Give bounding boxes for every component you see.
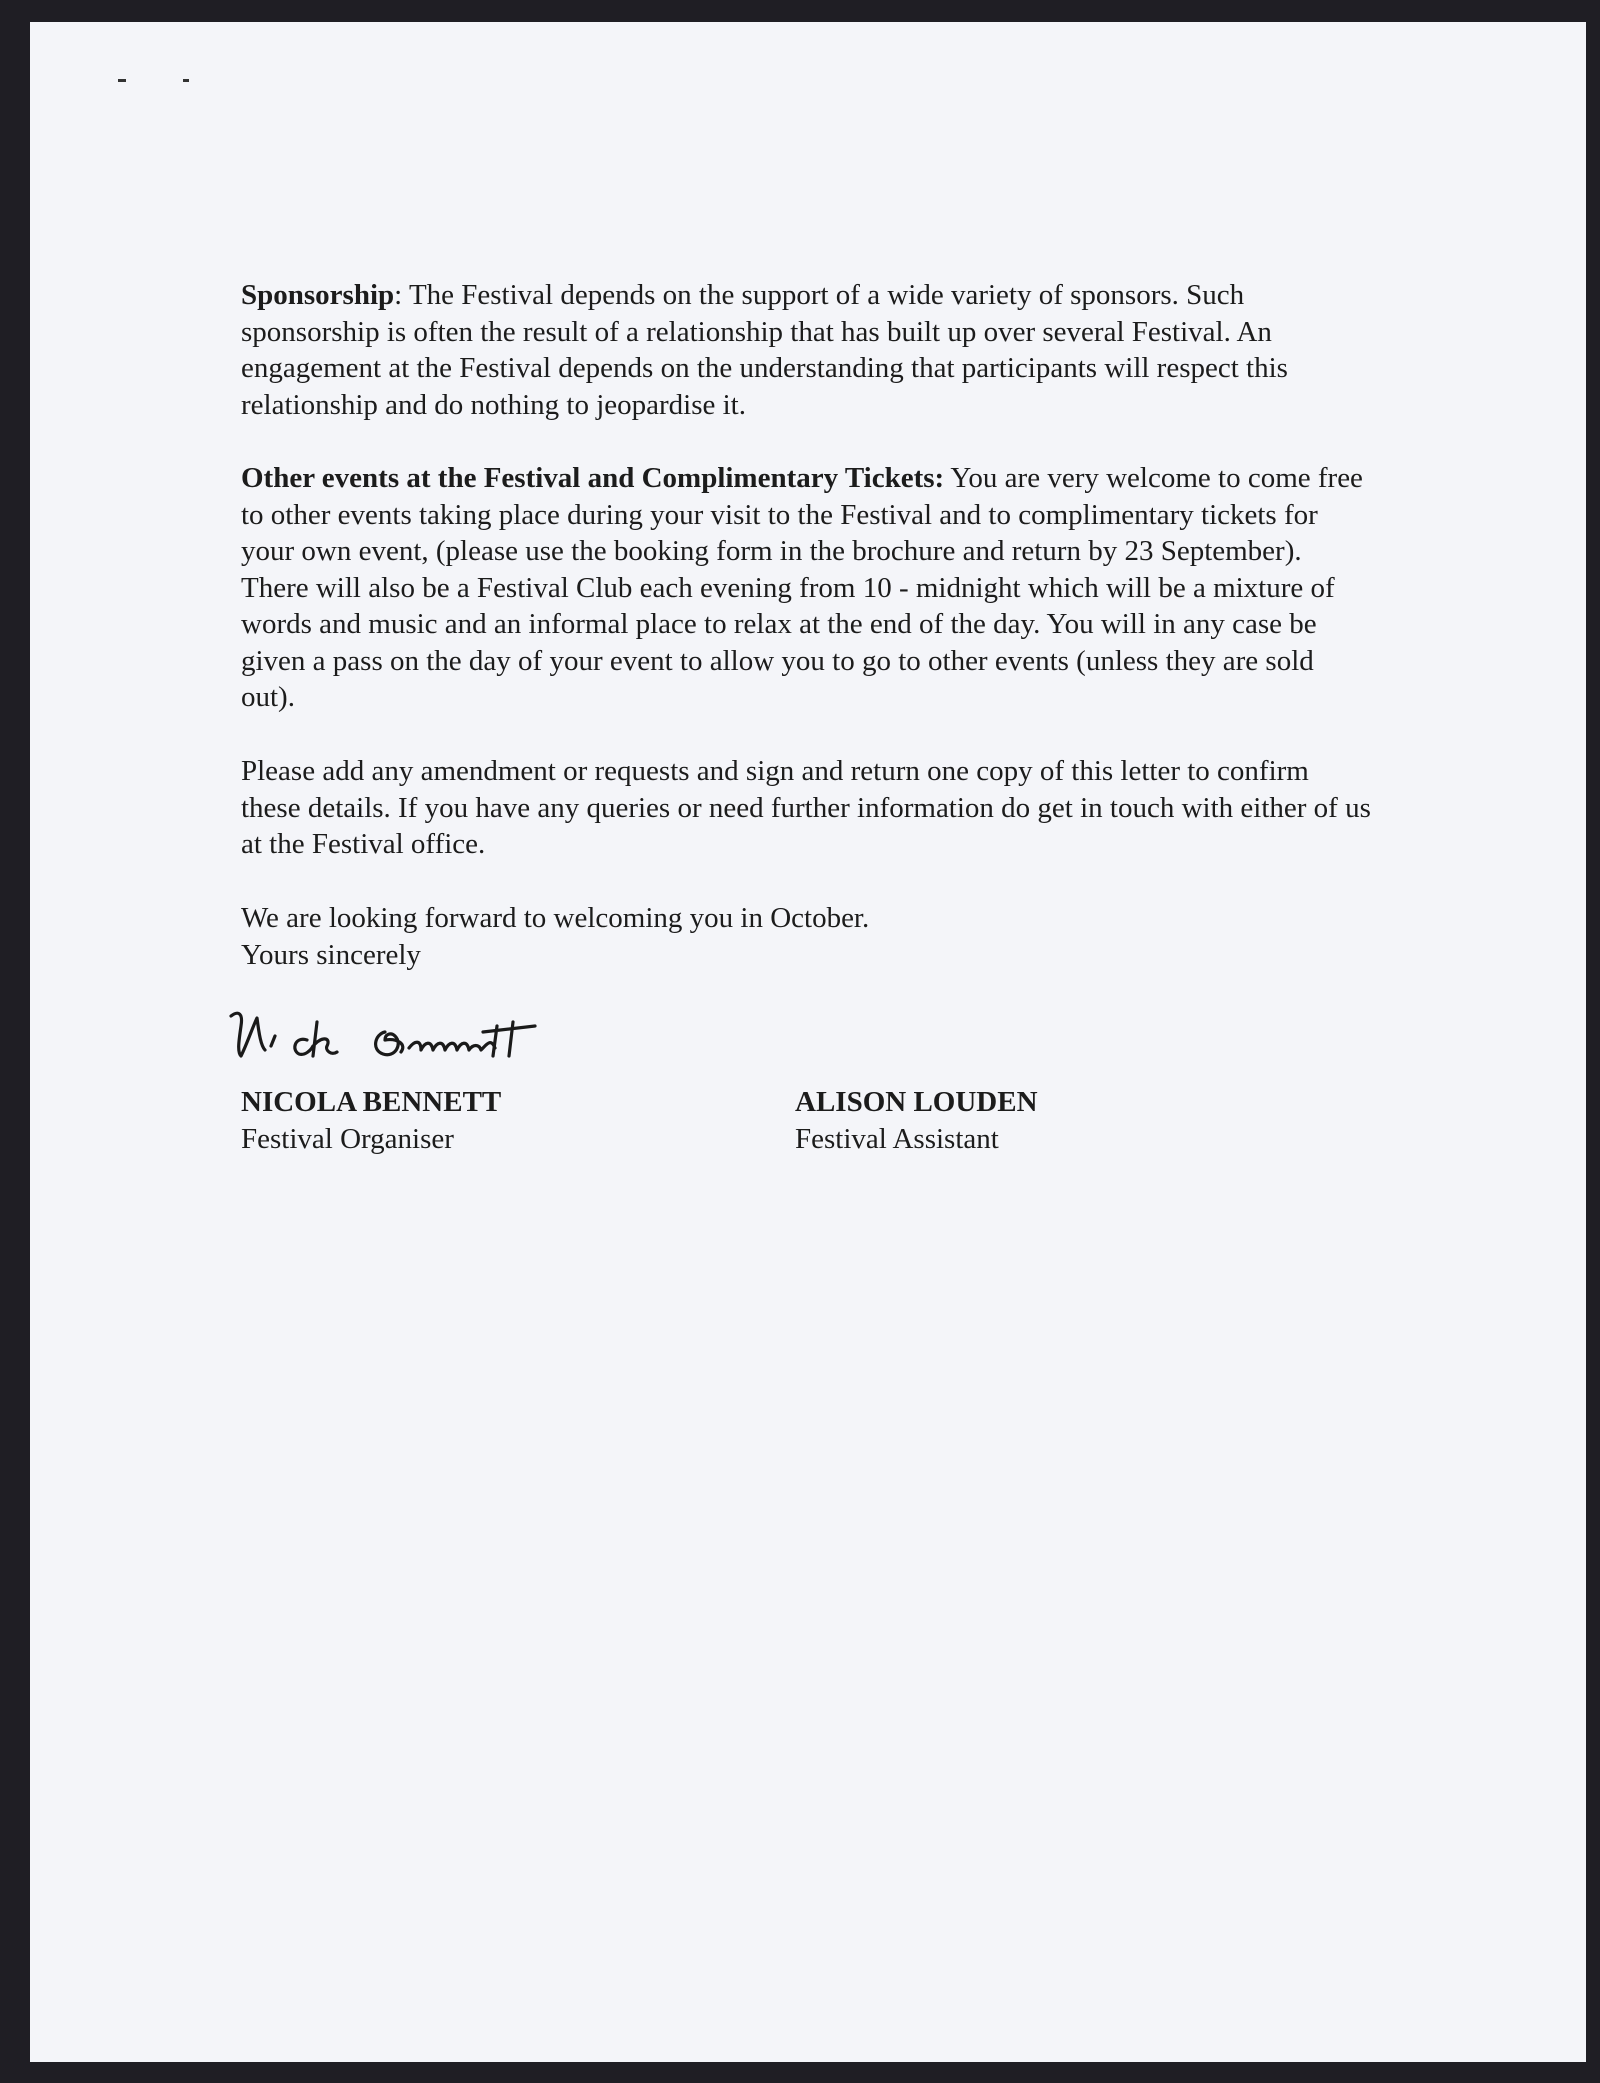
other-events-heading: Other events at the Festival and Complimentary Tickets:: [241, 462, 945, 494]
signatory-assistant: [795, 1084, 1038, 1158]
closing-paragraph: [241, 900, 1371, 973]
scan-mark: [183, 79, 189, 82]
amendments-paragraph: Please add any amendment or requests and sign and return one copy of this letter to confirm these details. If you have any queries or need further information do get in touch with either of us at the Festival office.: [241, 755, 1371, 860]
signatory-name: ALISON LOUDEN: [795, 1086, 1038, 1118]
other-events-paragraph: [241, 460, 1371, 716]
scan-mark: [118, 79, 126, 82]
signatory-organiser: [241, 1084, 501, 1158]
other-events-text: You are very welcome to come free to other events taking place during your visit to the Festival and to complimentary tickets for your own event, (please use the booking form in the brochure and return by 23 September). There will also be a Festival Club each evening from 10 - midnight which will be a mixture of words and music and an informal place to relax at the end of the day. You will in any case be given a pass on the day of your event to allow you to go to other events (unless they are sold out).: [241, 462, 1363, 713]
sponsorship-text: : The Festival depends on the support of a wide variety of sponsors. Such sponsorship is often the result of a relationship that has built up over several Festival. An engagement at the Festival depends on the understanding that participants will respect this relationship and do nothing to jeopardise it.: [241, 279, 1288, 421]
sponsorship-heading: Sponsorship: [241, 279, 395, 311]
signatory-title: Festival Organiser: [241, 1123, 454, 1155]
valediction: Yours sincerely: [241, 938, 421, 971]
signatory-title: Festival Assistant: [795, 1123, 999, 1155]
handwritten-signature: [225, 1004, 665, 1074]
closing-line: We are looking forward to welcoming you in October.: [241, 902, 870, 934]
sponsorship-paragraph: [241, 277, 1371, 423]
letter-page: [30, 22, 1586, 2062]
signatory-name: NICOLA BENNETT: [241, 1086, 502, 1118]
